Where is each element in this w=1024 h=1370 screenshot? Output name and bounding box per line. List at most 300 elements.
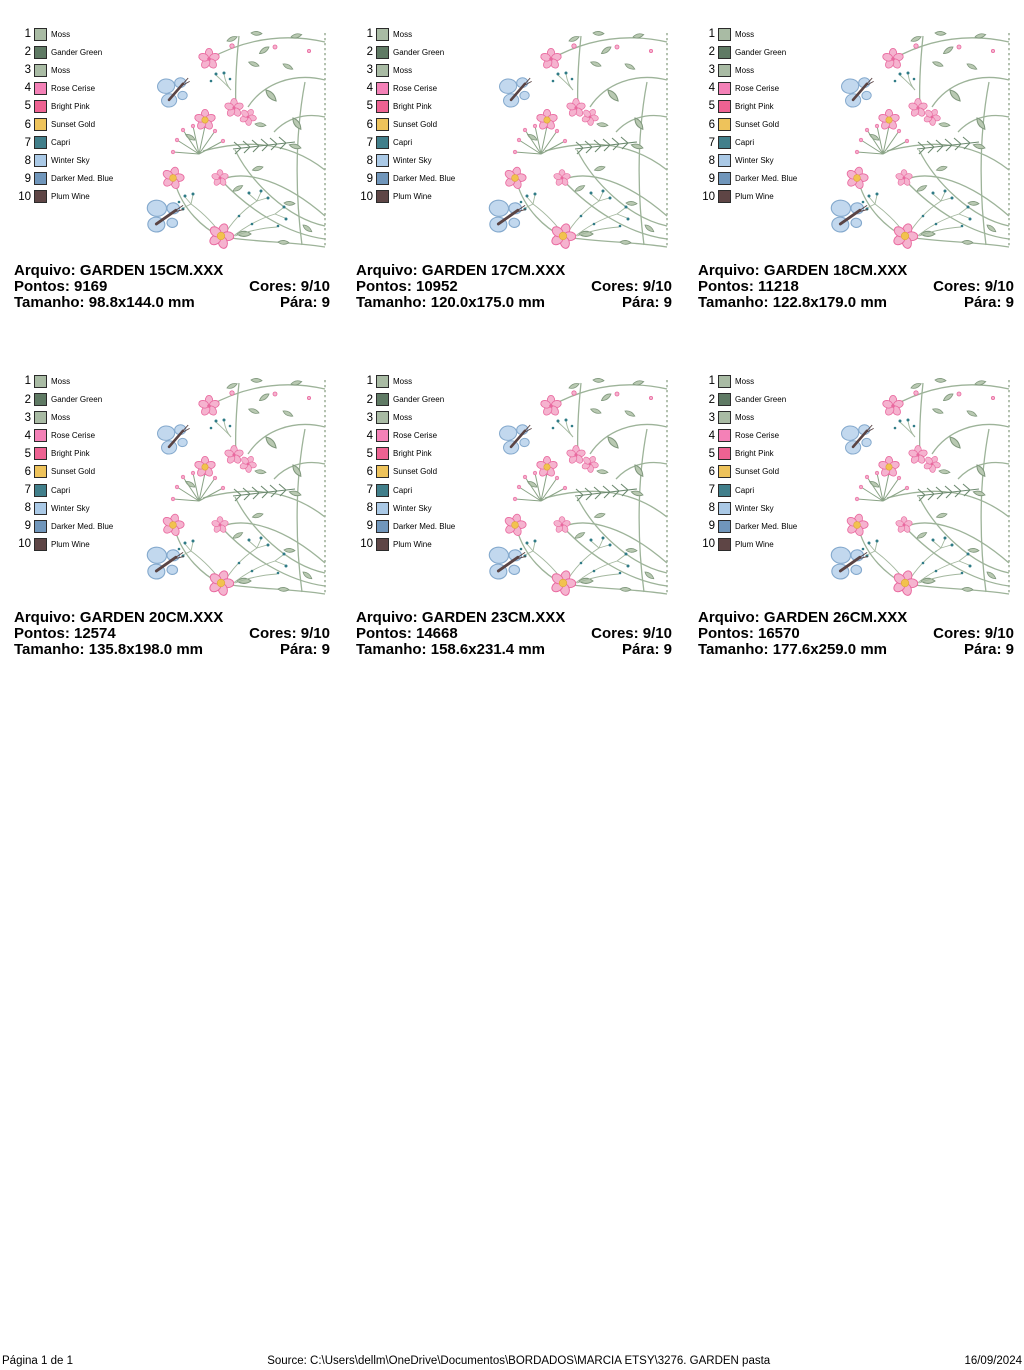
thread-name: Bright Pink: [393, 101, 432, 111]
thread-color-swatch: [718, 172, 731, 185]
stitches-label: Pontos:: [14, 625, 70, 643]
design-info: [14, 263, 330, 310]
thread-number: 2: [708, 393, 715, 406]
thread-name: Plum Wine: [393, 539, 432, 549]
file-label: Arquivo:: [356, 262, 418, 279]
thread-color-swatch: [376, 190, 389, 203]
thread-name: Winter Sky: [51, 156, 90, 166]
thread-number: 2: [708, 46, 715, 59]
thread-color-swatch: [34, 190, 47, 203]
legend-row: [14, 25, 135, 43]
thread-name: Gander Green: [51, 47, 103, 57]
thread-color-swatch: [376, 64, 389, 77]
thread-color-swatch: [376, 28, 389, 41]
embroidery-design-preview: [477, 367, 672, 599]
thread-number: 7: [708, 136, 715, 149]
thread-name: Gander Green: [735, 395, 787, 405]
legend-row: [698, 188, 819, 206]
legend-row: [356, 97, 477, 115]
thread-color-swatch: [718, 375, 731, 388]
thread-number: 1: [24, 375, 31, 388]
thread-number: 6: [24, 465, 31, 478]
colors-value: 9/10: [300, 625, 330, 643]
legend-row: [698, 43, 819, 61]
thread-number: 8: [708, 154, 715, 167]
legend-row: [698, 372, 819, 390]
thread-color-swatch: [718, 154, 731, 167]
thread-color-swatch: [376, 465, 389, 478]
legend-row: [356, 445, 477, 463]
thread-name: Darker Med. Blue: [51, 174, 114, 184]
thread-number: 10: [360, 538, 373, 551]
thread-color-legend: [14, 367, 135, 553]
thread-number: 7: [24, 484, 31, 496]
design-info: [14, 610, 330, 657]
legend-row: [698, 390, 819, 408]
thread-number: 4: [366, 429, 373, 442]
thread-name: Moss: [51, 65, 71, 75]
legend-row: [356, 463, 477, 481]
thread-name: Bright Pink: [393, 449, 432, 459]
legend-row: [14, 43, 135, 61]
thread-number: 9: [24, 520, 31, 533]
thread-color-swatch: [718, 411, 731, 424]
legend-row: [698, 170, 819, 188]
colors-value: 9/10: [642, 625, 672, 643]
thread-name: Darker Med. Blue: [735, 174, 798, 184]
stops-label: Pára:: [963, 640, 1002, 658]
thread-color-swatch: [376, 484, 389, 497]
legend-row: [356, 499, 477, 517]
thread-color-swatch: [376, 429, 389, 442]
thread-name: Plum Wine: [735, 192, 774, 202]
thread-number: 1: [24, 28, 31, 41]
thread-color-swatch: [34, 28, 47, 41]
legend-row: [356, 79, 477, 97]
legend-row: [698, 517, 819, 535]
thread-name: Gander Green: [51, 395, 103, 405]
stitches-label: Pontos:: [356, 625, 412, 643]
design-panel: [698, 20, 1014, 310]
legend-row: [356, 188, 477, 206]
thread-name: Bright Pink: [51, 101, 90, 111]
stops-value: 9: [1005, 293, 1014, 311]
thread-number: 9: [708, 520, 715, 533]
legend-row: [356, 170, 477, 188]
file-value: GARDEN 18CM.XXX: [763, 262, 908, 279]
thread-number: 10: [18, 190, 31, 203]
size-label: Tamanho:: [356, 640, 427, 658]
legend-row: [698, 409, 819, 427]
thread-color-swatch: [718, 484, 731, 497]
thread-name: Moss: [393, 29, 413, 39]
colors-value: 9/10: [300, 277, 330, 295]
legend-row: [14, 97, 135, 115]
legend-row: [14, 390, 135, 408]
legend-row: [356, 409, 477, 427]
colors-value: 9/10: [642, 277, 672, 295]
design-info: [698, 263, 1014, 310]
legend-row: [356, 427, 477, 445]
thread-name: Rose Cerise: [735, 431, 780, 441]
colors-label: Cores:: [933, 277, 981, 295]
thread-name: Plum Wine: [393, 192, 432, 202]
thread-color-swatch: [34, 502, 47, 515]
thread-color-swatch: [718, 64, 731, 77]
thread-name: Bright Pink: [735, 449, 774, 459]
thread-number: 6: [708, 118, 715, 131]
thread-name: Plum Wine: [735, 539, 774, 549]
thread-name: Sunset Gold: [393, 120, 438, 130]
thread-name: Moss: [735, 29, 755, 39]
size-label: Tamanho:: [356, 293, 427, 311]
design-preview-area: [356, 20, 672, 256]
thread-number: 5: [708, 447, 715, 460]
design-panel: [14, 20, 330, 310]
thread-color-swatch: [34, 411, 47, 424]
design-info: [356, 610, 672, 657]
size-label: Tamanho:: [14, 293, 85, 311]
legend-row: [698, 535, 819, 553]
thread-color-swatch: [376, 118, 389, 131]
legend-row: [14, 409, 135, 427]
size-value: 135.8x198.0 mm: [88, 640, 203, 658]
stitches-value: 10952: [416, 277, 458, 295]
thread-color-swatch: [718, 502, 731, 515]
legend-row: [14, 499, 135, 517]
thread-name: Rose Cerise: [393, 431, 438, 441]
thread-number: 6: [24, 118, 31, 131]
size-label: Tamanho:: [698, 640, 769, 658]
thread-color-legend: [698, 367, 819, 553]
embroidery-design-preview: [135, 367, 330, 599]
stitches-value: 14668: [416, 625, 458, 643]
thread-number: 2: [24, 393, 31, 406]
thread-name: Capri: [51, 138, 71, 148]
design-preview-area: [14, 367, 330, 603]
thread-number: 1: [708, 28, 715, 41]
thread-name: Moss: [393, 413, 413, 423]
thread-number: 5: [24, 447, 31, 460]
date: 16/09/2024: [964, 1355, 1022, 1367]
legend-row: [698, 427, 819, 445]
legend-row: [698, 445, 819, 463]
thread-color-swatch: [376, 447, 389, 460]
embroidery-design-preview: [819, 20, 1014, 252]
design-preview-area: [698, 367, 1014, 603]
thread-color-swatch: [34, 118, 47, 131]
thread-color-swatch: [718, 465, 731, 478]
thread-number: 1: [366, 28, 373, 41]
thread-name: Moss: [393, 376, 413, 386]
thread-name: Gander Green: [393, 47, 445, 57]
source-path: Source: C:\Users\dellm\OneDrive\Documentos\BORDADOS\MARCIA ETSY\3276. GARDEN pasta: [267, 1355, 771, 1367]
thread-name: Capri: [393, 138, 413, 148]
stops-value: 9: [1005, 640, 1014, 658]
thread-color-swatch: [376, 46, 389, 59]
legend-row: [356, 61, 477, 79]
design-info: [356, 263, 672, 310]
thread-name: Rose Cerise: [51, 83, 96, 93]
thread-name: Plum Wine: [51, 192, 90, 202]
thread-color-swatch: [718, 118, 731, 131]
thread-name: Moss: [51, 413, 71, 423]
legend-row: [698, 499, 819, 517]
thread-number: 4: [24, 82, 31, 95]
thread-number: 10: [702, 538, 715, 551]
thread-color-swatch: [34, 393, 47, 406]
size-value: 177.6x259.0 mm: [772, 640, 887, 658]
legend-row: [14, 535, 135, 553]
file-value: GARDEN 26CM.XXX: [763, 609, 908, 627]
embroidery-design-preview: [477, 20, 672, 252]
legend-row: [698, 115, 819, 133]
thread-number: 6: [708, 465, 715, 478]
thread-color-swatch: [34, 375, 47, 388]
legend-row: [14, 517, 135, 535]
size-value: 98.8x144.0 mm: [88, 293, 195, 311]
thread-number: 5: [366, 447, 373, 460]
file-value: GARDEN 23CM.XXX: [421, 609, 566, 627]
thread-color-swatch: [718, 100, 731, 113]
legend-row: [356, 372, 477, 390]
thread-name: Winter Sky: [51, 503, 90, 513]
stops-label: Pára:: [963, 293, 1002, 311]
thread-color-swatch: [34, 172, 47, 185]
thread-color-swatch: [718, 429, 731, 442]
stops-label: Pára:: [621, 293, 660, 311]
legend-row: [698, 25, 819, 43]
colors-label: Cores:: [249, 625, 297, 643]
thread-number: 10: [702, 190, 715, 203]
thread-number: 7: [708, 484, 715, 496]
size-value: 120.0x175.0 mm: [430, 293, 545, 311]
thread-name: Capri: [51, 485, 71, 495]
thread-color-swatch: [718, 520, 731, 533]
thread-number: 10: [360, 190, 373, 203]
thread-color-legend: [14, 20, 135, 206]
size-label: Tamanho:: [14, 640, 85, 658]
stitches-value: 9169: [74, 277, 108, 295]
thread-name: Darker Med. Blue: [51, 521, 114, 531]
legend-row: [356, 43, 477, 61]
file-value: GARDEN 20CM.XXX: [79, 609, 224, 627]
thread-name: Darker Med. Blue: [393, 174, 456, 184]
thread-color-swatch: [376, 100, 389, 113]
design-grid: [14, 20, 1014, 658]
stitches-label: Pontos:: [698, 625, 754, 643]
legend-row: [14, 372, 135, 390]
thread-number: 5: [24, 100, 31, 113]
thread-color-legend: [356, 20, 477, 206]
legend-row: [14, 445, 135, 463]
thread-color-swatch: [376, 538, 389, 551]
thread-color-swatch: [376, 136, 389, 149]
colors-label: Cores:: [249, 277, 297, 295]
legend-row: [356, 535, 477, 553]
thread-number: 7: [24, 136, 31, 149]
thread-color-legend: [356, 367, 477, 553]
legend-row: [698, 463, 819, 481]
thread-name: Capri: [735, 485, 755, 495]
stops-label: Pára:: [621, 640, 660, 658]
colors-label: Cores:: [591, 625, 639, 643]
stops-value: 9: [321, 293, 330, 311]
thread-number: 4: [24, 429, 31, 442]
thread-color-swatch: [34, 465, 47, 478]
thread-number: 1: [708, 375, 715, 388]
thread-name: Winter Sky: [393, 156, 432, 166]
legend-row: [14, 115, 135, 133]
design-preview-area: [698, 20, 1014, 256]
thread-number: 4: [708, 82, 715, 95]
thread-number: 10: [18, 538, 31, 551]
colors-label: Cores:: [591, 277, 639, 295]
thread-name: Sunset Gold: [51, 120, 96, 130]
thread-color-swatch: [376, 502, 389, 515]
thread-name: Moss: [735, 65, 755, 75]
thread-number: 8: [366, 154, 373, 167]
legend-row: [698, 134, 819, 152]
legend-row: [356, 25, 477, 43]
thread-name: Capri: [393, 485, 413, 495]
thread-number: 4: [708, 429, 715, 442]
thread-number: 7: [366, 484, 373, 496]
thread-color-swatch: [718, 538, 731, 551]
thread-number: 5: [366, 100, 373, 113]
thread-color-swatch: [718, 190, 731, 203]
thread-name: Bright Pink: [735, 101, 774, 111]
legend-row: [356, 134, 477, 152]
thread-color-swatch: [376, 375, 389, 388]
thread-color-swatch: [34, 64, 47, 77]
stops-label: Pára:: [279, 640, 318, 658]
thread-color-swatch: [718, 447, 731, 460]
file-label: Arquivo:: [698, 262, 760, 279]
design-panel: [356, 367, 672, 657]
thread-name: Moss: [735, 413, 755, 423]
thread-number: 2: [366, 393, 373, 406]
thread-number: 3: [708, 411, 715, 424]
thread-color-swatch: [34, 447, 47, 460]
thread-name: Rose Cerise: [393, 83, 438, 93]
thread-name: Sunset Gold: [735, 120, 780, 130]
legend-row: [698, 79, 819, 97]
thread-name: Moss: [735, 376, 755, 386]
thread-name: Winter Sky: [735, 503, 774, 513]
legend-row: [698, 61, 819, 79]
embroidery-design-preview: [819, 367, 1014, 599]
legend-row: [356, 517, 477, 535]
thread-name: Moss: [393, 65, 413, 75]
thread-number: 3: [366, 64, 373, 77]
thread-color-legend: [698, 20, 819, 206]
thread-number: 3: [366, 411, 373, 424]
thread-color-swatch: [376, 411, 389, 424]
legend-row: [14, 463, 135, 481]
thread-color-swatch: [34, 429, 47, 442]
thread-number: 7: [366, 136, 373, 149]
thread-number: 8: [366, 502, 373, 515]
thread-number: 3: [24, 411, 31, 424]
stitches-label: Pontos:: [356, 277, 412, 295]
colors-value: 9/10: [984, 625, 1014, 643]
stops-value: 9: [321, 640, 330, 658]
stops-label: Pára:: [279, 293, 318, 311]
design-panel: [14, 367, 330, 657]
thread-number: 3: [24, 64, 31, 77]
stops-value: 9: [663, 640, 672, 658]
thread-number: 1: [366, 375, 373, 388]
legend-row: [356, 481, 477, 499]
thread-name: Gander Green: [393, 395, 445, 405]
file-label: Arquivo:: [14, 262, 76, 279]
design-preview-area: [356, 367, 672, 603]
stitches-value: 11218: [758, 277, 799, 295]
thread-number: 6: [366, 465, 373, 478]
thread-name: Bright Pink: [51, 449, 90, 459]
thread-number: 2: [366, 46, 373, 59]
page-footer: [2, 1355, 1022, 1367]
legend-row: [14, 61, 135, 79]
page-number: Página 1 de 1: [2, 1355, 73, 1367]
thread-color-swatch: [718, 136, 731, 149]
thread-number: 9: [708, 172, 715, 185]
stitches-value: 12574: [74, 625, 116, 643]
file-value: GARDEN 15CM.XXX: [79, 262, 224, 279]
design-panel: [356, 20, 672, 310]
file-value: GARDEN 17CM.XXX: [421, 262, 566, 279]
design-panel: [698, 367, 1014, 657]
thread-color-swatch: [376, 154, 389, 167]
file-label: Arquivo:: [698, 609, 760, 627]
thread-number: 5: [708, 100, 715, 113]
legend-row: [698, 97, 819, 115]
thread-color-swatch: [34, 136, 47, 149]
thread-color-swatch: [34, 520, 47, 533]
legend-row: [356, 115, 477, 133]
thread-color-swatch: [34, 100, 47, 113]
stops-value: 9: [663, 293, 672, 311]
thread-number: 4: [366, 82, 373, 95]
thread-color-swatch: [718, 82, 731, 95]
stitches-value: 16570: [758, 625, 800, 643]
thread-name: Moss: [51, 29, 71, 39]
thread-color-swatch: [34, 484, 47, 497]
size-label: Tamanho:: [698, 293, 769, 311]
embroidery-design-preview: [135, 20, 330, 252]
thread-color-swatch: [34, 82, 47, 95]
design-info: [698, 610, 1014, 657]
size-value: 158.6x231.4 mm: [430, 640, 545, 658]
colors-value: 9/10: [984, 277, 1014, 295]
thread-name: Rose Cerise: [51, 431, 96, 441]
thread-name: Capri: [735, 138, 755, 148]
legend-row: [356, 390, 477, 408]
thread-name: Sunset Gold: [51, 467, 96, 477]
thread-name: Plum Wine: [51, 539, 90, 549]
thread-color-swatch: [376, 82, 389, 95]
stitches-label: Pontos:: [698, 277, 754, 295]
thread-color-swatch: [376, 172, 389, 185]
thread-name: Darker Med. Blue: [735, 521, 798, 531]
thread-number: 9: [366, 172, 373, 185]
legend-row: [14, 170, 135, 188]
thread-name: Darker Med. Blue: [393, 521, 456, 531]
size-value: 122.8x179.0 mm: [772, 293, 887, 311]
legend-row: [14, 152, 135, 170]
thread-number: 8: [708, 502, 715, 515]
